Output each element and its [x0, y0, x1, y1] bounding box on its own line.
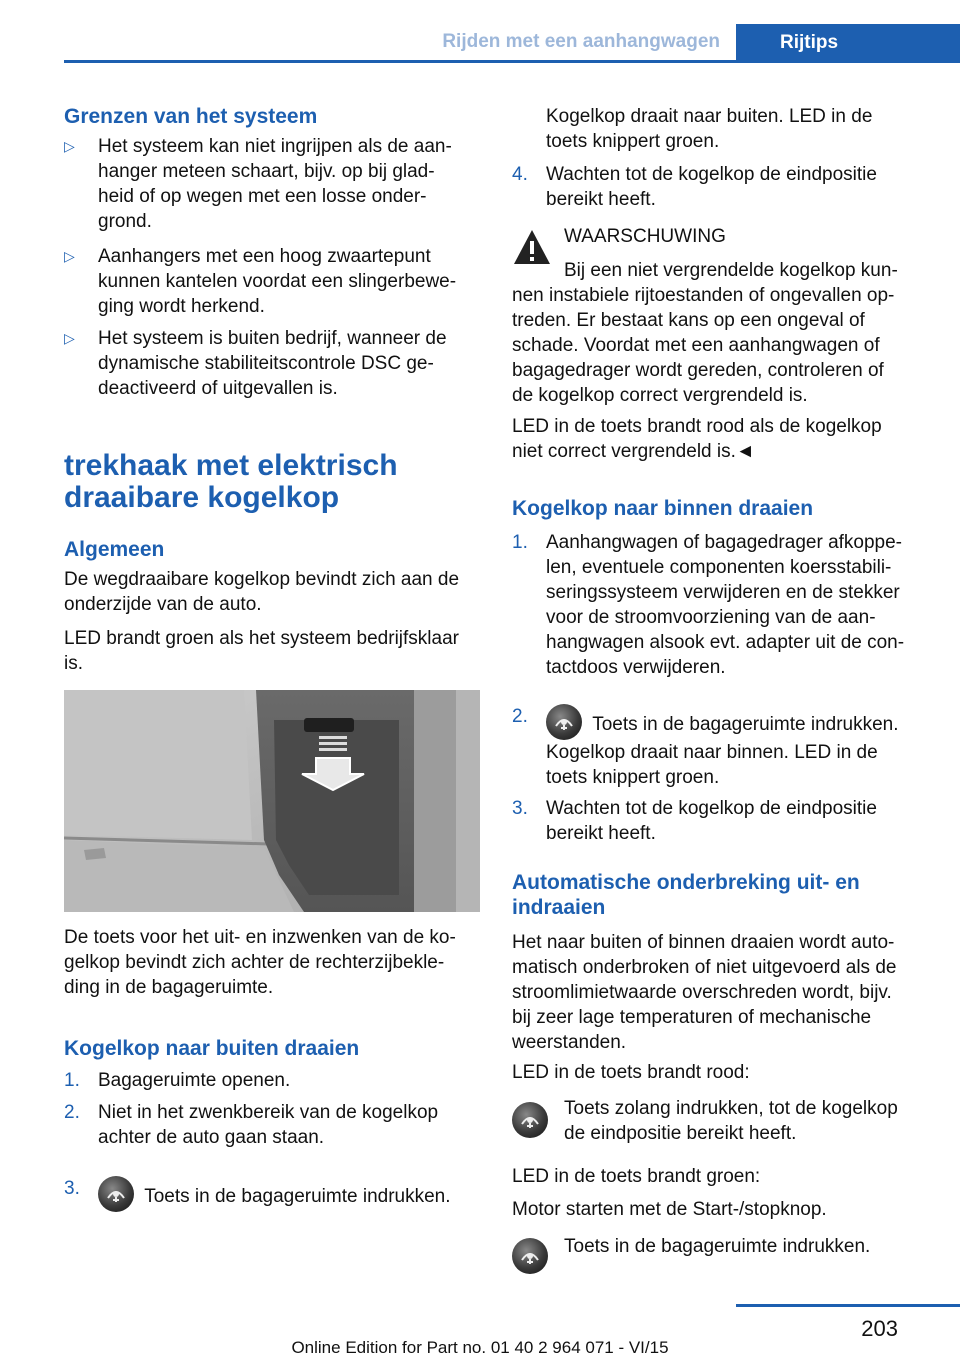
warning-triangle-icon — [512, 228, 552, 271]
trailer-hitch-button-icon — [512, 1238, 548, 1274]
list-item: ▷ Het systeem kan niet ingrijpen als de aan- hanger meteen schaart, bijv. op bij glad- heid of op wegen met een losse onder- grond. — [64, 136, 452, 232]
list-item: 4. Wachten tot de kogelkop de eindpositie bereikt heeft. — [512, 164, 877, 210]
paragraph-start-motor: Motor starten met de Start-/stopknop. — [512, 1199, 827, 1220]
trailer-hitch-button-icon — [98, 1176, 134, 1212]
paragraph-led-red: LED in de toets brandt rood als de kogelkop niet correct vergrendeld is.◄ — [512, 416, 882, 462]
photo-caption: De toets voor het uit- en inzwenken van de ko- gelkop bevindt zich achter de rechterzijbekle- ding in de bagageruimte. — [64, 927, 456, 998]
paragraph-led: LED brandt groen als het systeem bedrijfsklaar is. — [64, 628, 459, 674]
paragraph-led-green: LED in de toets brandt groen: — [512, 1166, 761, 1187]
heading-trailer-hitch: trekhaak met elektrisch draaibare kogelkop — [64, 449, 398, 514]
list-item: 3. Wachten tot de kogelkop de eindpositie bereikt heeft. — [512, 798, 877, 844]
header-section-title: Rijden met een aanhangwagen — [442, 31, 720, 52]
warning-text: nen instabiele rijtoestanden of ongevallen op- treden. Er bestaat kans op een ongeval of schade. Voordat met een aanhangwagen of bagagedrager wordt gereden, controleren of de kogelkop correct vergrendeld is. — [512, 285, 895, 406]
page-number: 203 — [861, 1316, 898, 1341]
heading-system-limits: Grenzen van het systeem — [64, 105, 318, 128]
list-item: 1. Aanhangwagen of bagagedrager afkoppe- len, eventuele componenten koersstabili- seringssysteem verwijderen en de stekker voor de stroomvoorziening van de aan- hangwagen alsook evt. adapter uit de con- tactdoos verwijderen. — [512, 532, 905, 678]
list-item: 3. Toets in de bagageruimte indrukken. — [64, 1176, 482, 1212]
bullet-triangle-icon: ▷ — [64, 138, 75, 154]
trailer-hitch-button-icon — [546, 704, 582, 740]
paragraph-auto-interrupt: Het naar buiten of binnen draaien wordt auto- matisch onderbroken of niet uitgevoerd als de stroomlimietwaarde overschreden wordt, bijv. bij zeer lage temperaturen of mechanische weerstanden. — [512, 932, 897, 1053]
header-chapter-tab: Rijtips — [736, 24, 960, 63]
red-action-text: Toets zolang indrukken, tot de kogelkop de eindpositie bereikt heeft. — [564, 1098, 898, 1144]
list-item: 2. Toets in de bagageruimte indrukken. Kogelkop draait naar binnen. LED in de toets knippert groen. — [512, 706, 899, 788]
footer-edition: Online Edition for Part no. 01 40 2 964 071 - VI/15 — [291, 1338, 669, 1357]
heading-general: Algemeen — [64, 538, 165, 561]
footer-rule — [736, 1304, 960, 1307]
bullet-triangle-icon: ▷ — [64, 330, 75, 346]
list-item: ▷ Aanhangers met een hoog zwaartepunt kunnen kantelen voordat een slingerbewe- ging wordt herkend. — [64, 246, 457, 317]
list-item: ▷ Het systeem is buiten bedrijf, wanneer de dynamische stabiliteitscontrole DSC ge- deactiveerd of uitgevallen is. — [64, 328, 447, 399]
warning-text-first: Bij een niet vergrendelde kogelkop kun- — [564, 260, 898, 281]
paragraph-general: De wegdraaibare kogelkop bevindt zich aan de onderzijde van de auto. — [64, 569, 460, 615]
paragraph-led-red-2: LED in de toets brandt rood: — [512, 1062, 750, 1083]
warning-title: WAARSCHUWING — [564, 226, 726, 247]
green-action-text: Toets in de bagageruimte indrukken. — [564, 1236, 871, 1257]
heading-auto-interrupt: Automatische onderbreking uit- en indraaien — [512, 871, 860, 919]
heading-ball-out: Kogelkop naar buiten draaien — [64, 1037, 360, 1060]
bullet-triangle-icon: ▷ — [64, 248, 75, 264]
luggage-compartment-photo — [64, 690, 480, 912]
list-item: 1. Bagageruimte openen. — [64, 1070, 291, 1091]
list-item: 2. Niet in het zwenkbereik van de kogelkop achter de auto gaan staan. — [64, 1102, 439, 1148]
trailer-hitch-button-icon — [512, 1102, 548, 1138]
paragraph-out-result: Kogelkop draait naar buiten. LED in de toets knippert groen. — [546, 106, 873, 152]
heading-ball-in: Kogelkop naar binnen draaien — [512, 497, 814, 520]
